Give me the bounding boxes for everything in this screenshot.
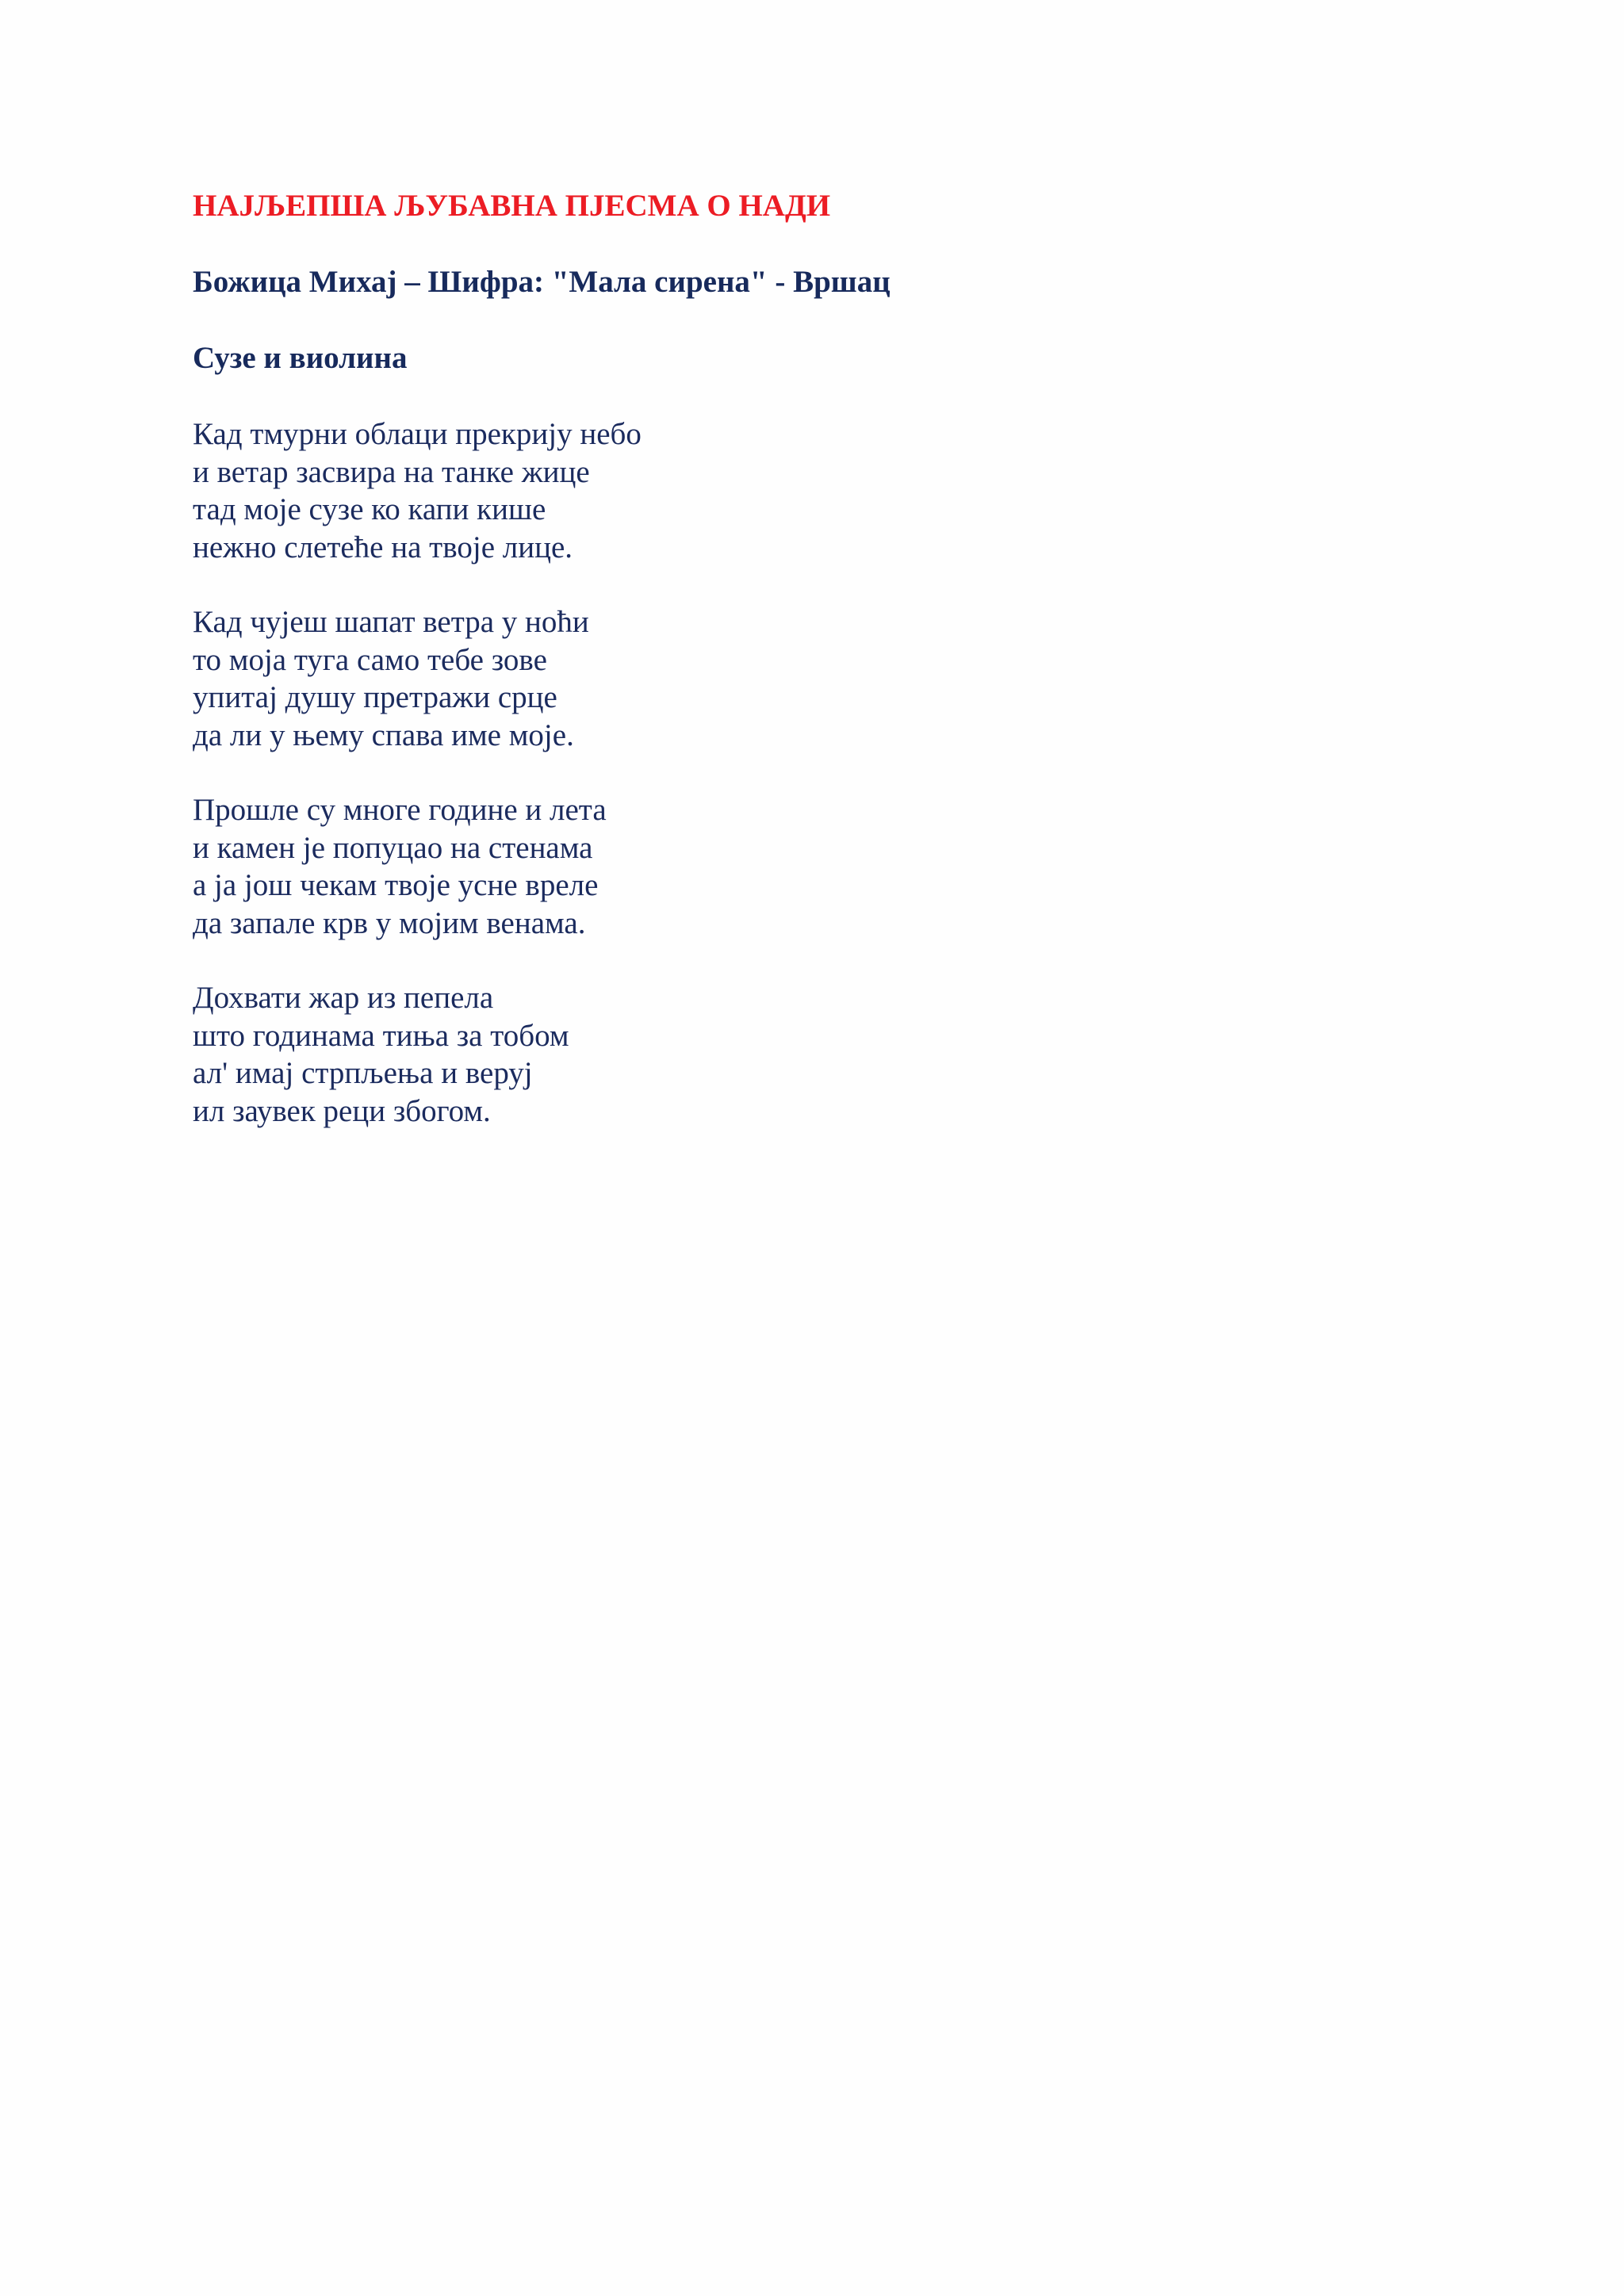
poem-line: то моја туга само тебе зове xyxy=(193,642,547,677)
poem-line: Кад чујеш шапат ветра у ноћи xyxy=(193,605,589,639)
poem-line: ал' имај стрпљења и веруј xyxy=(193,1056,533,1090)
poem-line: Прошле су многе године и лета xyxy=(193,793,607,827)
poem-line: а ја још чекам твоје усне вреле xyxy=(193,868,599,902)
poem-line: Кад тмурни облаци прекрију небо xyxy=(193,417,642,451)
poem-title: Сузе и виолина xyxy=(193,341,408,375)
stanza xyxy=(193,791,1461,942)
poem-line: што годинама тиња за тобом xyxy=(193,1018,569,1053)
poem-line: нежно слетеће на твоје лице. xyxy=(193,530,573,564)
poem-line: ил заувек реци збогом. xyxy=(193,1093,491,1128)
poem-line: и ветар засвира на танке жице xyxy=(193,454,590,489)
poem-line: тад моје сузе ко капи кише xyxy=(193,492,546,526)
document-content xyxy=(193,187,1461,1167)
poem-line: Дохвати жар из пепела xyxy=(193,981,494,1015)
poem-line: упитај душу претражи срце xyxy=(193,680,557,714)
poem-line: да запале крв у мојим венама. xyxy=(193,905,586,940)
poem-line: да ли у њему спава име моје. xyxy=(193,718,574,752)
document-title: НАЈЉЕПША ЉУБАВНА ПЈЕСМА О НАДИ xyxy=(193,189,831,223)
poem-line: и камен је попуцао на стенама xyxy=(193,830,593,865)
stanza xyxy=(193,603,1461,754)
stanza xyxy=(193,979,1461,1130)
stanza xyxy=(193,415,1461,566)
author-line: Божица Михај – Шифра: "Мала сирена" - Вршац xyxy=(193,265,891,299)
